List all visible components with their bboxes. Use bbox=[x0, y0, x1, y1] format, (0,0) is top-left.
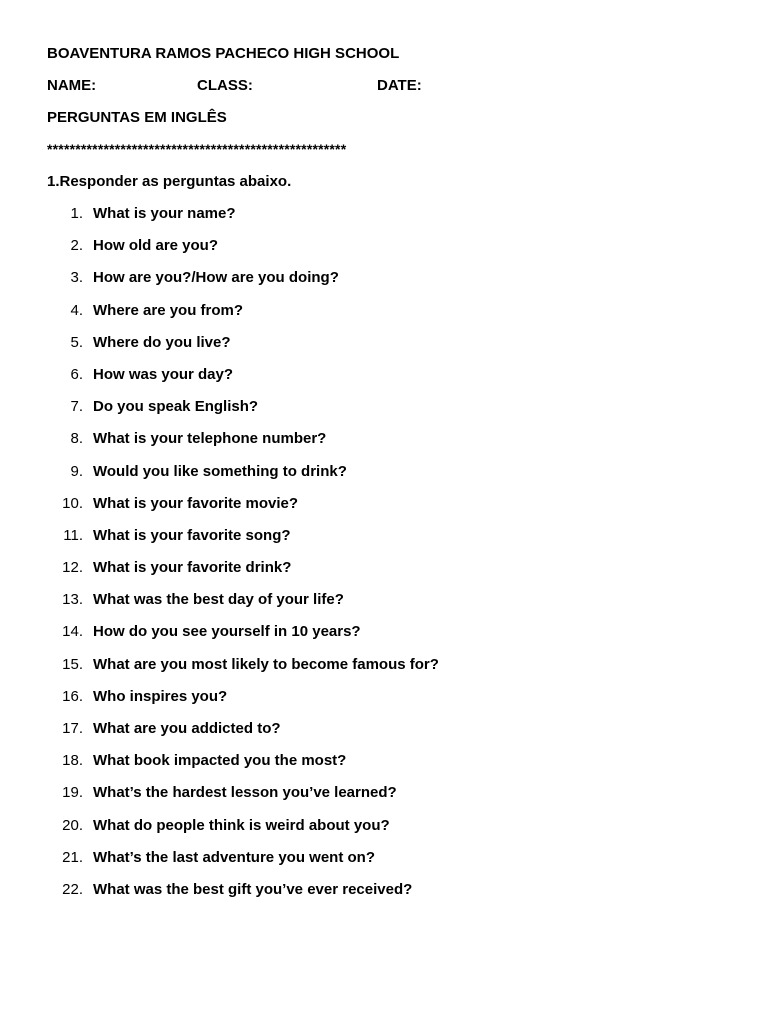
question-number: 7. bbox=[70, 398, 83, 416]
question-item bbox=[0, 817, 768, 849]
question-number: 22. bbox=[62, 880, 83, 898]
question-text: How old are you? bbox=[93, 237, 219, 255]
separator-line: ***************************************************** bbox=[47, 141, 347, 157]
question-item bbox=[0, 623, 768, 655]
question-number: 12. bbox=[62, 559, 83, 577]
question-text: How was your day? bbox=[93, 365, 234, 383]
question-item bbox=[0, 527, 768, 559]
question-list bbox=[0, 205, 768, 913]
question-text: What’s the hardest lesson you’ve learned? bbox=[93, 784, 397, 802]
question-item bbox=[0, 720, 768, 752]
question-number: 14. bbox=[62, 623, 83, 641]
question-item bbox=[0, 237, 768, 269]
question-number: 10. bbox=[62, 494, 83, 512]
question-text: Where are you from? bbox=[93, 301, 244, 319]
question-item bbox=[0, 559, 768, 591]
instruction-text: 1.Responder as perguntas abaixo. bbox=[47, 173, 292, 190]
question-item bbox=[0, 656, 768, 688]
question-number: 16. bbox=[62, 687, 83, 705]
question-item bbox=[0, 591, 768, 623]
question-item bbox=[0, 463, 768, 495]
question-text: What do people think is weird about you? bbox=[93, 816, 390, 834]
question-text: Would you like something to drink? bbox=[93, 462, 347, 480]
question-text: What is your favorite movie? bbox=[93, 494, 299, 512]
question-item bbox=[0, 205, 768, 237]
question-item bbox=[0, 366, 768, 398]
question-number: 21. bbox=[62, 848, 83, 866]
question-text: Do you speak English? bbox=[93, 398, 259, 416]
question-item bbox=[0, 334, 768, 366]
question-number: 13. bbox=[62, 591, 83, 609]
question-item bbox=[0, 849, 768, 881]
question-text: What was the best gift you’ve ever received? bbox=[93, 880, 413, 898]
question-number: 2. bbox=[70, 237, 83, 255]
question-number: 19. bbox=[62, 784, 83, 802]
question-number: 8. bbox=[70, 430, 83, 448]
question-number: 11. bbox=[63, 526, 83, 544]
question-item bbox=[0, 495, 768, 527]
question-number: 4. bbox=[70, 301, 83, 319]
question-text: What are you addicted to? bbox=[93, 720, 281, 737]
question-item bbox=[0, 752, 768, 784]
student-info-row bbox=[47, 77, 647, 97]
question-number: 3. bbox=[70, 269, 83, 287]
question-text: Who inspires you? bbox=[93, 687, 228, 705]
question-text: What book impacted you the most? bbox=[93, 752, 347, 770]
question-text: What is your favorite drink? bbox=[93, 559, 292, 577]
question-text: What is your telephone number? bbox=[93, 430, 327, 448]
question-number: 5. bbox=[70, 333, 83, 351]
school-name: BOAVENTURA RAMOS PACHECO HIGH SCHOOL bbox=[47, 45, 400, 62]
question-text: What are you most likely to become famous for? bbox=[93, 655, 439, 673]
question-number: 6. bbox=[70, 365, 83, 383]
question-item bbox=[0, 784, 768, 816]
question-number: 15. bbox=[62, 655, 83, 673]
class-label: CLASS: bbox=[197, 77, 253, 94]
page-subtitle: PERGUNTAS EM INGLÊS bbox=[47, 109, 227, 126]
question-number: 1. bbox=[70, 205, 83, 222]
question-number: 18. bbox=[62, 752, 83, 770]
question-text: What is your favorite song? bbox=[93, 526, 291, 544]
name-label: NAME: bbox=[47, 77, 97, 94]
question-text: What is your name? bbox=[93, 205, 236, 222]
question-item bbox=[0, 302, 768, 334]
question-number: 17. bbox=[62, 720, 83, 737]
question-text: Where do you live? bbox=[93, 333, 231, 351]
question-item bbox=[0, 688, 768, 720]
date-label: DATE: bbox=[377, 77, 422, 94]
question-item bbox=[0, 430, 768, 462]
question-item bbox=[0, 881, 768, 913]
question-item bbox=[0, 398, 768, 430]
question-number: 20. bbox=[62, 816, 83, 834]
question-text: How do you see yourself in 10 years? bbox=[93, 623, 361, 641]
question-text: What’s the last adventure you went on? bbox=[93, 848, 375, 866]
question-text: How are you?/How are you doing? bbox=[93, 269, 339, 287]
question-number: 9. bbox=[70, 462, 83, 480]
question-item bbox=[0, 269, 768, 301]
question-text: What was the best day of your life? bbox=[93, 591, 344, 609]
